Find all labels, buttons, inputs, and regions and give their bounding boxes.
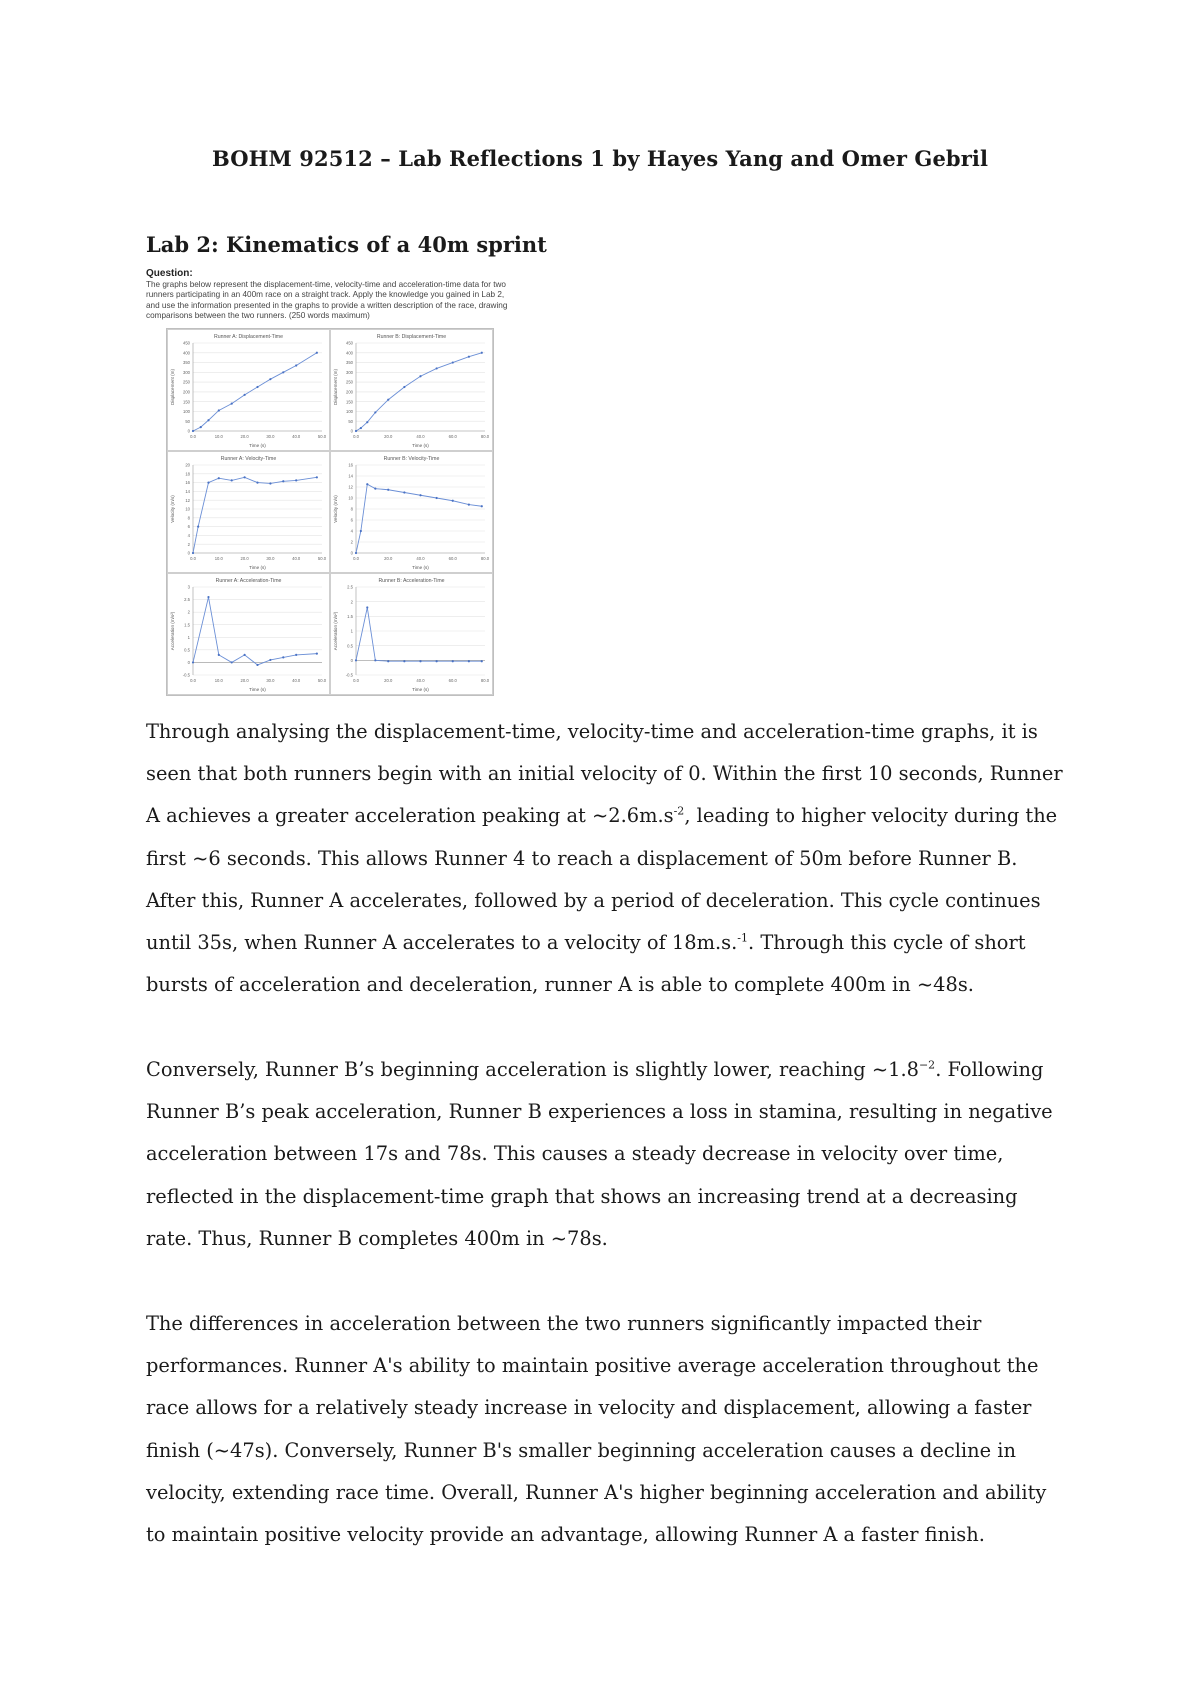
chart-panel (331, 574, 493, 695)
data-point (374, 488, 376, 490)
x-tick-label: 80.0 (480, 434, 490, 439)
data-point (481, 505, 483, 507)
x-tick-label: 0.0 (353, 678, 359, 683)
y-tick-label: 450 (346, 340, 353, 346)
x-axis-label: Time (s) (249, 687, 266, 692)
chart-panel-border (168, 574, 330, 695)
y-tick-label: 0 (187, 660, 190, 666)
paragraph-1-text-c: . Through this cycle of short bursts of acceleration and deceleration, runner A is able to complete 400m in ~48s. (146, 931, 1026, 997)
data-point (269, 659, 271, 661)
y-tick-label: 1 (187, 634, 190, 640)
y-tick-label: 300 (183, 369, 190, 375)
y-tick-label: 16 (348, 462, 353, 468)
x-tick-label: 30.0 (266, 556, 275, 561)
chart-panel-border (331, 452, 493, 573)
data-point (231, 661, 233, 663)
data-point (218, 654, 220, 656)
chart-panel-border (331, 574, 493, 695)
y-tick-label: 0.5 (347, 643, 353, 649)
x-tick-label: 0.0 (353, 434, 359, 439)
y-tick-label: 200 (346, 389, 353, 395)
x-tick-label: 60.0 (448, 678, 457, 683)
chart-title: Runner B: Velocity-Time (383, 456, 440, 462)
x-tick-label: 40.0 (292, 434, 301, 439)
x-tick-label: 50.0 (317, 678, 327, 683)
y-tick-label: 0 (187, 428, 190, 434)
data-point (192, 552, 194, 554)
graph-grid (167, 329, 493, 695)
y-tick-label: 12 (348, 484, 353, 490)
data-point (468, 356, 470, 358)
data-point (387, 489, 389, 491)
y-tick-label: 16 (185, 480, 190, 486)
data-point (403, 491, 405, 493)
data-point (366, 606, 368, 608)
y-tick-label: 0 (350, 657, 353, 663)
chart-panel-border (331, 330, 493, 451)
y-tick-label: 250 (346, 379, 353, 385)
y-axis-label: Velocity (m/s) (170, 495, 175, 523)
y-tick-label: 10 (348, 495, 353, 501)
x-tick-label: 60.0 (448, 556, 457, 561)
y-tick-label: 400 (346, 350, 353, 356)
y-tick-label: 10 (185, 506, 190, 512)
data-point (366, 483, 368, 485)
data-point (192, 430, 194, 432)
y-axis-label: Displacement (m) (333, 369, 338, 405)
question-block (146, 268, 512, 322)
x-tick-label: 40.0 (416, 434, 425, 439)
data-point (403, 660, 405, 662)
y-tick-label: 2 (187, 609, 190, 615)
data-point (269, 482, 271, 484)
data-point (295, 654, 297, 656)
data-point (244, 654, 246, 656)
x-axis-label: Time (s) (412, 565, 429, 570)
data-point (481, 352, 483, 354)
y-tick-label: 0 (350, 428, 353, 434)
x-tick-label: 40.0 (416, 678, 425, 683)
data-point (200, 426, 202, 428)
chart-panel (168, 330, 330, 451)
paragraph-3 (146, 1303, 1066, 1556)
chart-panel-border (168, 330, 330, 451)
y-axis-label: Displacement (m) (170, 369, 175, 405)
x-axis-label: Time (s) (412, 687, 429, 692)
chart-title: Runner B: Acceleration-Time (378, 578, 445, 584)
data-point (468, 504, 470, 506)
data-point (197, 526, 199, 528)
question-text: The graphs below represent the displacement-time, velocity-time and acceleration-time data for two runners participating in an 400m race on a straight track. Apply the knowledge you gained in Lab 2, and use the information presented in the graphs to provide a written description of the race, drawing comparisons between the two runners. (250 words maximum) (146, 280, 508, 321)
x-tick-label: 20.0 (384, 434, 393, 439)
data-point (256, 482, 258, 484)
data-point (374, 411, 376, 413)
chart-title: Runner B: Displacement-Time (376, 334, 447, 340)
y-tick-label: 0 (187, 550, 190, 556)
data-point (282, 656, 284, 658)
x-tick-label: 30.0 (266, 434, 275, 439)
y-tick-label: 0.5 (184, 647, 190, 653)
data-point (355, 552, 357, 554)
x-tick-label: 0.0 (190, 678, 196, 683)
data-point (355, 659, 357, 661)
paragraph-1-text-b: , leading to higher velocity during the first ~6 seconds. This allows Runner 4 to reach a displacement of 50m before Runner B. After this, Runner A accelerates, followed by a period of deceleration. This cycle continues until 35s, when Runner A accelerates to a velocity of 18m.s. (146, 804, 1058, 955)
data-point (218, 477, 220, 479)
y-tick-label: -0.5 (182, 672, 190, 678)
data-point (207, 419, 209, 421)
data-point (295, 479, 297, 481)
y-tick-label: 250 (183, 379, 190, 385)
y-axis-label: Acceleration (m/s²) (333, 611, 338, 651)
y-tick-label: 350 (183, 360, 190, 366)
data-point (231, 403, 233, 405)
data-point (231, 479, 233, 481)
y-tick-label: 8 (187, 515, 190, 521)
x-tick-label: 10.0 (214, 434, 223, 439)
x-tick-label: 80.0 (480, 556, 490, 561)
y-tick-label: 200 (183, 389, 190, 395)
y-tick-label: 1.5 (347, 613, 353, 619)
question-label: Question: (146, 268, 193, 279)
chart-panel (331, 452, 493, 573)
data-point (481, 660, 483, 662)
data-point (218, 409, 220, 411)
data-point (192, 661, 194, 663)
x-tick-label: 20.0 (240, 556, 249, 561)
data-point (374, 659, 376, 661)
data-point (387, 399, 389, 401)
data-point (360, 530, 362, 532)
y-tick-label: 4 (350, 528, 353, 534)
data-point (387, 660, 389, 662)
x-tick-label: 0.0 (190, 556, 196, 561)
unit-exponent: −2 (918, 1058, 936, 1072)
chart-panel (168, 452, 330, 573)
x-tick-label: 20.0 (240, 434, 249, 439)
y-tick-label: 350 (346, 360, 353, 366)
x-tick-label: 20.0 (384, 556, 393, 561)
y-axis-label: Acceleration (m/s²) (170, 611, 175, 651)
x-tick-label: 0.0 (190, 434, 196, 439)
kinematics-graphs-figure (166, 328, 494, 696)
y-tick-label: 18 (185, 471, 190, 477)
y-tick-label: 8 (350, 506, 353, 512)
data-point (316, 352, 318, 354)
data-point (419, 494, 421, 496)
x-tick-label: 20.0 (240, 678, 249, 683)
data-point (436, 660, 438, 662)
x-tick-label: 50.0 (317, 556, 327, 561)
y-tick-label: 6 (350, 517, 353, 523)
data-point (207, 596, 209, 598)
y-tick-label: 3 (187, 584, 190, 590)
y-tick-label: 2 (350, 539, 353, 545)
paragraph-1 (146, 711, 1066, 1006)
y-tick-label: 450 (183, 340, 190, 346)
data-point (419, 375, 421, 377)
x-axis-label: Time (s) (249, 565, 266, 570)
y-tick-label: 1.5 (184, 622, 190, 628)
y-tick-label: -0.5 (345, 672, 353, 678)
x-tick-label: 20.0 (384, 678, 393, 683)
data-point (282, 371, 284, 373)
chart-panel (331, 330, 493, 451)
data-point (436, 497, 438, 499)
document-title: BOHM 92512 – Lab Reflections 1 by Hayes Yang and Omer Gebril (211, 146, 989, 171)
y-tick-label: 150 (346, 399, 353, 405)
y-tick-label: 2 (350, 599, 353, 605)
section-heading: Lab 2: Kinematics of a 40m sprint (146, 232, 547, 257)
chart-panel (168, 574, 330, 695)
y-tick-label: 50 (348, 418, 353, 424)
chart-title: Runner A: Displacement-Time (214, 334, 283, 340)
x-tick-label: 60.0 (448, 434, 457, 439)
chart-title: Runner A: Acceleration-Time (215, 578, 282, 584)
x-tick-label: 50.0 (317, 434, 327, 439)
y-tick-label: 150 (183, 399, 190, 405)
x-tick-label: 80.0 (480, 678, 490, 683)
y-tick-label: 20 (185, 462, 190, 468)
data-point (452, 361, 454, 363)
chart-panel-border (168, 452, 330, 573)
data-point (244, 394, 246, 396)
data-point (360, 427, 362, 429)
y-tick-label: 0 (350, 550, 353, 556)
paragraph-2 (146, 1049, 1066, 1260)
x-tick-label: 10.0 (214, 678, 223, 683)
data-point (366, 421, 368, 423)
x-tick-label: 40.0 (292, 678, 301, 683)
unit-exponent: -1 (737, 931, 748, 945)
data-point (269, 378, 271, 380)
x-tick-label: 10.0 (214, 556, 223, 561)
data-point (316, 476, 318, 478)
data-point (419, 660, 421, 662)
data-point (355, 430, 357, 432)
data-point (436, 367, 438, 369)
paragraph-2-text-b: . Following Runner B’s peak acceleration, Runner B experiences a loss in stamina, resulting in negative acceleration between 17s and 78s. This causes a steady decrease in velocity over time, reflected in the displacement-time graph that shows an increasing trend at a decreasing rate. Thus, Runner B completes 400m in ~78s. (146, 1058, 1053, 1250)
data-point (468, 660, 470, 662)
y-tick-label: 2.5 (347, 584, 353, 590)
data-point (282, 480, 284, 482)
y-tick-label: 2.5 (184, 597, 190, 603)
paragraph-2-text-a: Conversely, Runner B’s beginning acceleration is slightly lower, reaching ~1.8 (146, 1058, 919, 1081)
data-point (295, 364, 297, 366)
data-point (316, 653, 318, 655)
paragraph-1-text-a: Through analysing the displacement-time, velocity-time and acceleration-time graphs, it is seen that both runners begin with an initial velocity of 0. Within the first 10 seconds, Runner A achieves a greater acceleration peaking at ~2.6m.s (146, 720, 1063, 828)
chart-title: Runner A: Velocity-Time (220, 456, 277, 462)
data-point (403, 386, 405, 388)
y-tick-label: 300 (346, 369, 353, 375)
y-tick-label: 14 (348, 473, 353, 479)
unit-exponent: -2 (673, 804, 685, 818)
y-tick-label: 12 (185, 497, 190, 503)
y-tick-label: 50 (185, 418, 190, 424)
y-tick-label: 100 (346, 409, 353, 415)
y-tick-label: 100 (183, 409, 190, 415)
data-point (256, 386, 258, 388)
y-tick-label: 4 (187, 533, 190, 538)
x-tick-label: 40.0 (292, 556, 301, 561)
y-tick-label: 1 (350, 628, 353, 634)
x-tick-label: 30.0 (266, 678, 275, 683)
data-point (452, 500, 454, 502)
y-tick-label: 6 (187, 524, 190, 530)
y-tick-label: 14 (185, 489, 190, 494)
data-point (244, 476, 246, 478)
x-tick-label: 0.0 (353, 556, 359, 561)
data-point (452, 660, 454, 662)
x-axis-label: Time (s) (412, 443, 429, 448)
data-point (207, 482, 209, 484)
y-tick-label: 2 (187, 541, 190, 547)
x-axis-label: Time (s) (249, 443, 266, 448)
paragraph-3-text: The differences in acceleration between the two runners significantly impacted their performances. Runner A's ability to maintain positive average acceleration throughout the race allows for a relatively steady increase in velocity and displacement, allowing a faster finish (~47s). Conversely, Runner B's smaller beginning acceleration causes a decline in velocity, extending race time. Overall, Runner A's higher beginning acceleration and ability to maintain positive velocity provide an advantage, allowing Runner A a faster finish. (146, 1312, 1047, 1547)
data-point (256, 664, 258, 666)
x-tick-label: 40.0 (416, 556, 425, 561)
y-tick-label: 400 (183, 350, 190, 356)
y-axis-label: Velocity (m/s) (333, 495, 338, 523)
